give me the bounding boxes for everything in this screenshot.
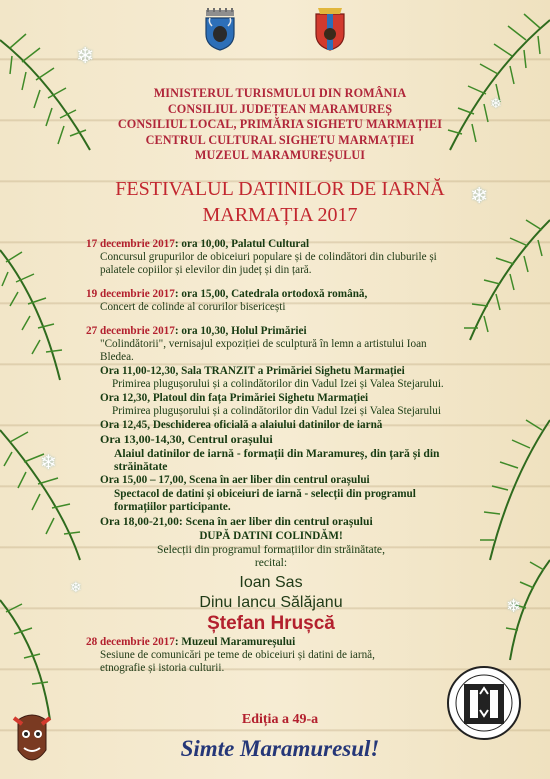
maramures-coat-of-arms-icon	[312, 8, 348, 52]
event-description: Sesiune de comunicări pe teme de obiceiuri și datini de iarnă, etnografie și istoria culturii.	[100, 649, 375, 674]
event-heading	[86, 325, 456, 338]
program-item	[86, 365, 456, 391]
event-description: Concert de colinde al corurilor bisericești	[100, 301, 286, 313]
festival-title-line2: MARMAȚIA 2017	[202, 204, 358, 226]
program-item	[86, 419, 456, 432]
program-item-heading: Ora 18,00-21,00: Scena în aer liber din centrul orașului	[100, 515, 373, 528]
organizer-local-council: CONSILIUL LOCAL, PRIMĂRIA SIGHETU MARMAȚIEI	[117, 117, 443, 131]
event-description: "Colindătorii", vernisajul expoziției de sculptură în lemn a artistului Ioan Bledea.	[100, 338, 427, 363]
event-december-28	[86, 636, 456, 675]
snowflake-icon: ❄	[506, 596, 522, 617]
program-item-heading: Ora 11,00-12,30, Sala TRANZIT a Primăriei Sighetu Marmației	[100, 365, 405, 377]
event-time-venue: : ora 15,00, Catedrala ortodoxă română,	[174, 288, 368, 300]
headline-performer: Ștefan Hrușcă	[207, 613, 335, 634]
slogan: Simte Maramuresul!	[180, 736, 380, 761]
edition-label: Ediția a 49-a	[241, 712, 319, 727]
event-time-venue: : ora 10,30, Holul Primăriei	[174, 325, 307, 337]
program-item	[86, 474, 456, 487]
program-item-heading: Ora 15,00 – 17,00, Scena în aer liber din centrul orașului	[100, 474, 370, 486]
evening-recital-label: recital:	[254, 556, 288, 569]
program-item	[86, 392, 456, 418]
program-item	[86, 447, 456, 473]
event-december-27	[86, 325, 456, 634]
program-item-heading: Ora 12,45, Deschiderea oficială a alaiului datinilor de iarnă	[100, 419, 383, 431]
festival-title	[70, 176, 490, 228]
performer-name: Ioan Sas	[239, 574, 303, 591]
festival-title-line1: FESTIVALUL DATINILOR DE IARNĂ	[115, 178, 445, 200]
program-item-description: Primirea plugușorului și a colindătorilor din Vadul Izei și Valea Stejarului.	[112, 378, 444, 390]
program-item-description: Primirea plugușorului și a colindătorilor din Vadul Izei și Valea Stejarului	[112, 405, 441, 417]
program-item-heading: Spectacol de datini și obiceiuri de iarnă - selecții din programul formațiilor participante.	[114, 488, 416, 513]
event-heading	[86, 636, 456, 649]
festival-logo-icon	[446, 660, 522, 746]
program-item-heading: Alaiul datinilor de iarnă - formații din Maramureș, din țară și din străinătate	[114, 447, 440, 473]
snowflake-icon: ❄	[470, 184, 489, 209]
event-december-17	[86, 238, 456, 277]
program-item	[86, 433, 456, 446]
event-date: 27 decembrie 2017	[86, 325, 175, 337]
organizer-ministry: MINISTERUL TURISMULUI DIN ROMÂNIA	[153, 86, 407, 100]
event-date: 17 decembrie 2017	[86, 238, 175, 250]
organizer-cultural-center: CENTRUL CULTURAL SIGHETU MARMAȚIEI	[145, 132, 415, 147]
organizer-county-council: CONSILIUL JUDEȚEAN MARAMUREȘ	[167, 101, 393, 116]
sighetu-coat-of-arms-icon	[202, 8, 238, 52]
program-item	[86, 515, 456, 528]
evening-program	[86, 530, 456, 569]
program-item-heading: Ora 13,00-14,30, Centrul orașului	[100, 432, 273, 446]
snowflake-icon: ❄	[70, 580, 82, 596]
event-heading	[86, 238, 456, 251]
snowflake-icon: ❄	[490, 96, 502, 112]
evening-description: Selecții din programul formațiilor din străinătate,	[157, 543, 385, 556]
organizers-list	[80, 86, 480, 164]
snowflake-icon: ❄	[76, 44, 95, 69]
event-heading	[86, 288, 456, 301]
performer-name: Dinu Iancu Sălăjanu	[199, 594, 343, 611]
event-date: 28 decembrie 2017	[86, 636, 175, 648]
event-schedule	[86, 238, 456, 686]
program-item	[86, 488, 456, 514]
event-december-19	[86, 288, 456, 314]
event-description: Concursul grupurilor de obiceiuri populare și de colindători din cluburile și palatele copiilor și elevilor din județ și din țară.	[100, 251, 437, 276]
snowflake-icon: ❄	[40, 450, 57, 474]
organizer-museum: MUZEUL MARAMUREȘULUI	[194, 148, 366, 162]
program-item-heading: Ora 12,30, Platoul din fața Primăriei Sighetu Marmației	[100, 392, 369, 404]
evening-motto: DUPĂ DATINI COLINDĂM!	[199, 530, 343, 542]
event-date: 19 decembrie 2017	[86, 288, 175, 300]
event-time-venue: : ora 10,00, Palatul Cultural	[174, 238, 310, 250]
traditional-mask-icon	[12, 712, 52, 768]
event-time-venue: : Muzeul Maramureșului	[174, 636, 296, 648]
